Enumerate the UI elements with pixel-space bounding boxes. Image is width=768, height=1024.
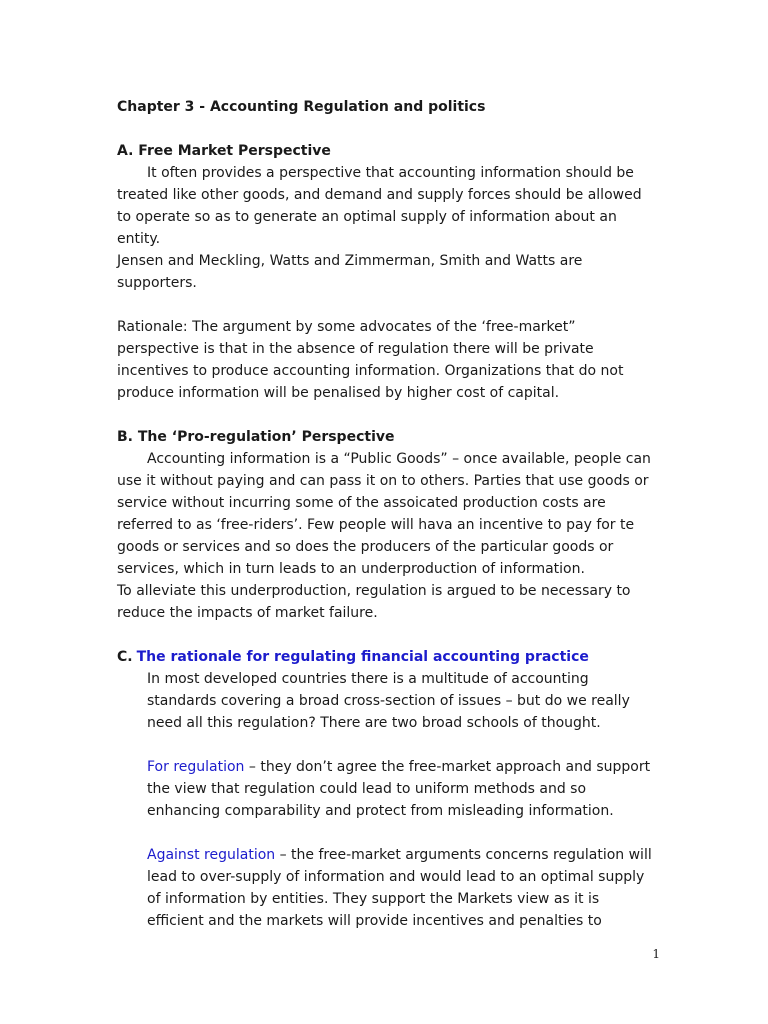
spacer: [147, 822, 657, 844]
section-c-body: [147, 668, 657, 932]
section-b-paragraph-1: Accounting information is a “Public Goods” – once available, people can use it without paying and can pass it on to others. Parties that use goods or service without incurring some of the assoicated production costs are referred to as ‘free-riders’. Few people will hava an incentive to pay for te goods or services and so does the producers of the particular goods or services, which in turn leads to an underproduction of information.: [117, 451, 651, 577]
section-c-heading: The rationale for regulating financial accounting practice: [136, 649, 589, 665]
section-a-paragraph-1: It often provides a perspective that accounting information should be treated like other goods, and demand and supply forces should be allowed to operate so as to generate an optimal supply of information about an entity.: [117, 165, 642, 247]
against-regulation-term: Against regulation: [147, 847, 276, 863]
document-body: [117, 96, 657, 932]
for-regulation-paragraph: [147, 756, 657, 822]
spacer: [117, 294, 657, 316]
for-regulation-term: For regulation: [147, 759, 245, 775]
against-regulation-paragraph: [147, 844, 657, 932]
section-a-rationale: Rationale: The argument by some advocates of the ‘free-market” perspective is that in the absence of regulation there will be private incentives to produce accounting information. Organizations that do not produce information will be penalised by higher cost of capital.: [117, 319, 624, 401]
section-b-paragraph-2: To alleviate this underproduction, regulation is argued to be necessary to reduce the impacts of market failure.: [117, 583, 631, 621]
section-b-heading: B. The ‘Pro-regulation’ Perspective: [117, 429, 395, 445]
section-a-paragraph-2: Jensen and Meckling, Watts and Zimmerman, Smith and Watts are supporters.: [117, 253, 583, 291]
chapter-title: Chapter 3 - Accounting Regulation and politics: [117, 99, 486, 115]
section-a-heading: A. Free Market Perspective: [117, 143, 331, 159]
against-regulation-text: – the free-market arguments concerns regulation will lead to over-supply of information and would lead to an optimal supply of information by entities. They support the Markets view as it is efficient and the markets will provide incentives and penalties to: [147, 847, 652, 929]
spacer: [117, 624, 657, 646]
page-number: 1: [652, 947, 660, 961]
section-c-label: C.: [117, 649, 133, 665]
for-regulation-text: – they don’t agree the free-market approach and support the view that regulation could lead to uniform methods and so enhancing comparability and protect from misleading information.: [147, 759, 651, 819]
section-c-intro: In most developed countries there is a multitude of accounting standards covering a broad cross-section of issues – but do we really need all this regulation? There are two broad schools of thought.: [147, 671, 630, 731]
section-c-heading-line: [117, 646, 657, 668]
spacer: [147, 734, 657, 756]
spacer: [117, 404, 657, 426]
